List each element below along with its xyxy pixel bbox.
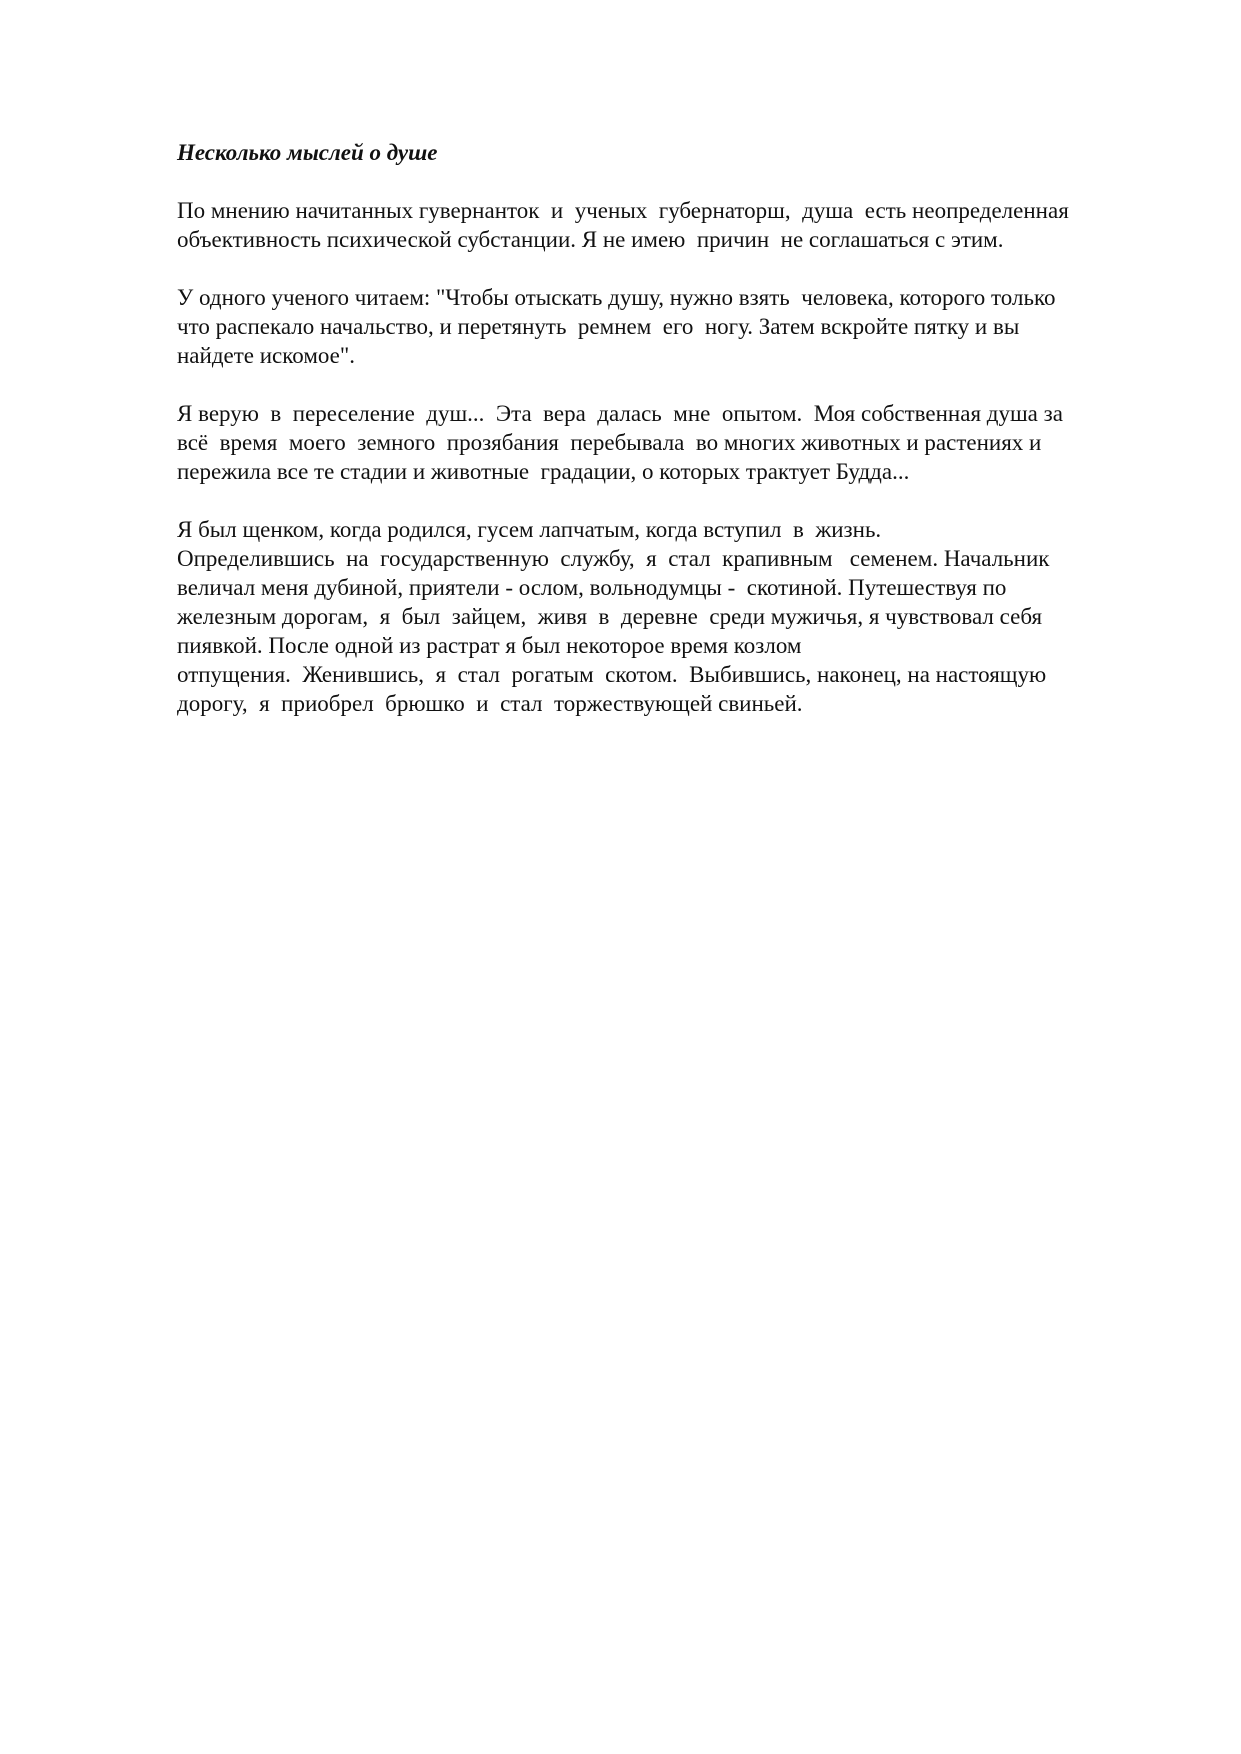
text-line: У одного ученого читаем: "Чтобы отыскать душу, нужно взять человека, которого только xyxy=(177,285,1056,310)
text-line: отпущения. Женившись, я стал рогатым скотом. Выбившись, наконец, на настоящую xyxy=(177,662,1047,687)
paragraph-4 xyxy=(177,515,1157,718)
text-line: объективность психической субстанции. Я не имею причин не соглашаться с этим. xyxy=(177,227,1004,252)
document-title: Несколько мыслей о душе xyxy=(177,140,438,165)
text-line: дорогу, я приобрел брюшко и стал торжествующей свиньей. xyxy=(177,691,803,716)
text-line: что распекало начальство, и перетянуть ремнем его ногу. Затем вскройте пятку и вы xyxy=(177,314,1020,339)
text-line: По мнению начитанных гувернанток и ученых губернаторш, душа есть неопределенная xyxy=(177,198,1069,223)
paragraph-1 xyxy=(177,196,1157,254)
document-body xyxy=(177,138,1157,747)
text-line: Я был щенком, когда родился, гусем лапчатым, когда вступил в жизнь. xyxy=(177,517,882,542)
text-line: всё время моего земного прозябания перебывала во многих животных и растениях и xyxy=(177,430,1042,455)
text-line: величал меня дубиной, приятели - ослом, вольнодумцы - скотиной. Путешествуя по xyxy=(177,575,1007,600)
text-line: Определившись на государственную службу, я стал крапивным семенем. Начальник xyxy=(177,546,1050,571)
text-line: Я верую в переселение душ... Эта вера далась мне опытом. Моя собственная душа за xyxy=(177,401,1063,426)
text-line: найдете искомое". xyxy=(177,343,356,368)
paragraph-3 xyxy=(177,399,1157,486)
text-line: пиявкой. После одной из растрат я был некоторое время козлом xyxy=(177,633,802,658)
text-line: железным дорогам, я был зайцем, живя в деревне среди мужичья, я чувствовал себя xyxy=(177,604,1043,629)
paragraph-2 xyxy=(177,283,1157,370)
text-line: пережила все те стадии и животные градации, о которых трактует Будда... xyxy=(177,459,910,484)
